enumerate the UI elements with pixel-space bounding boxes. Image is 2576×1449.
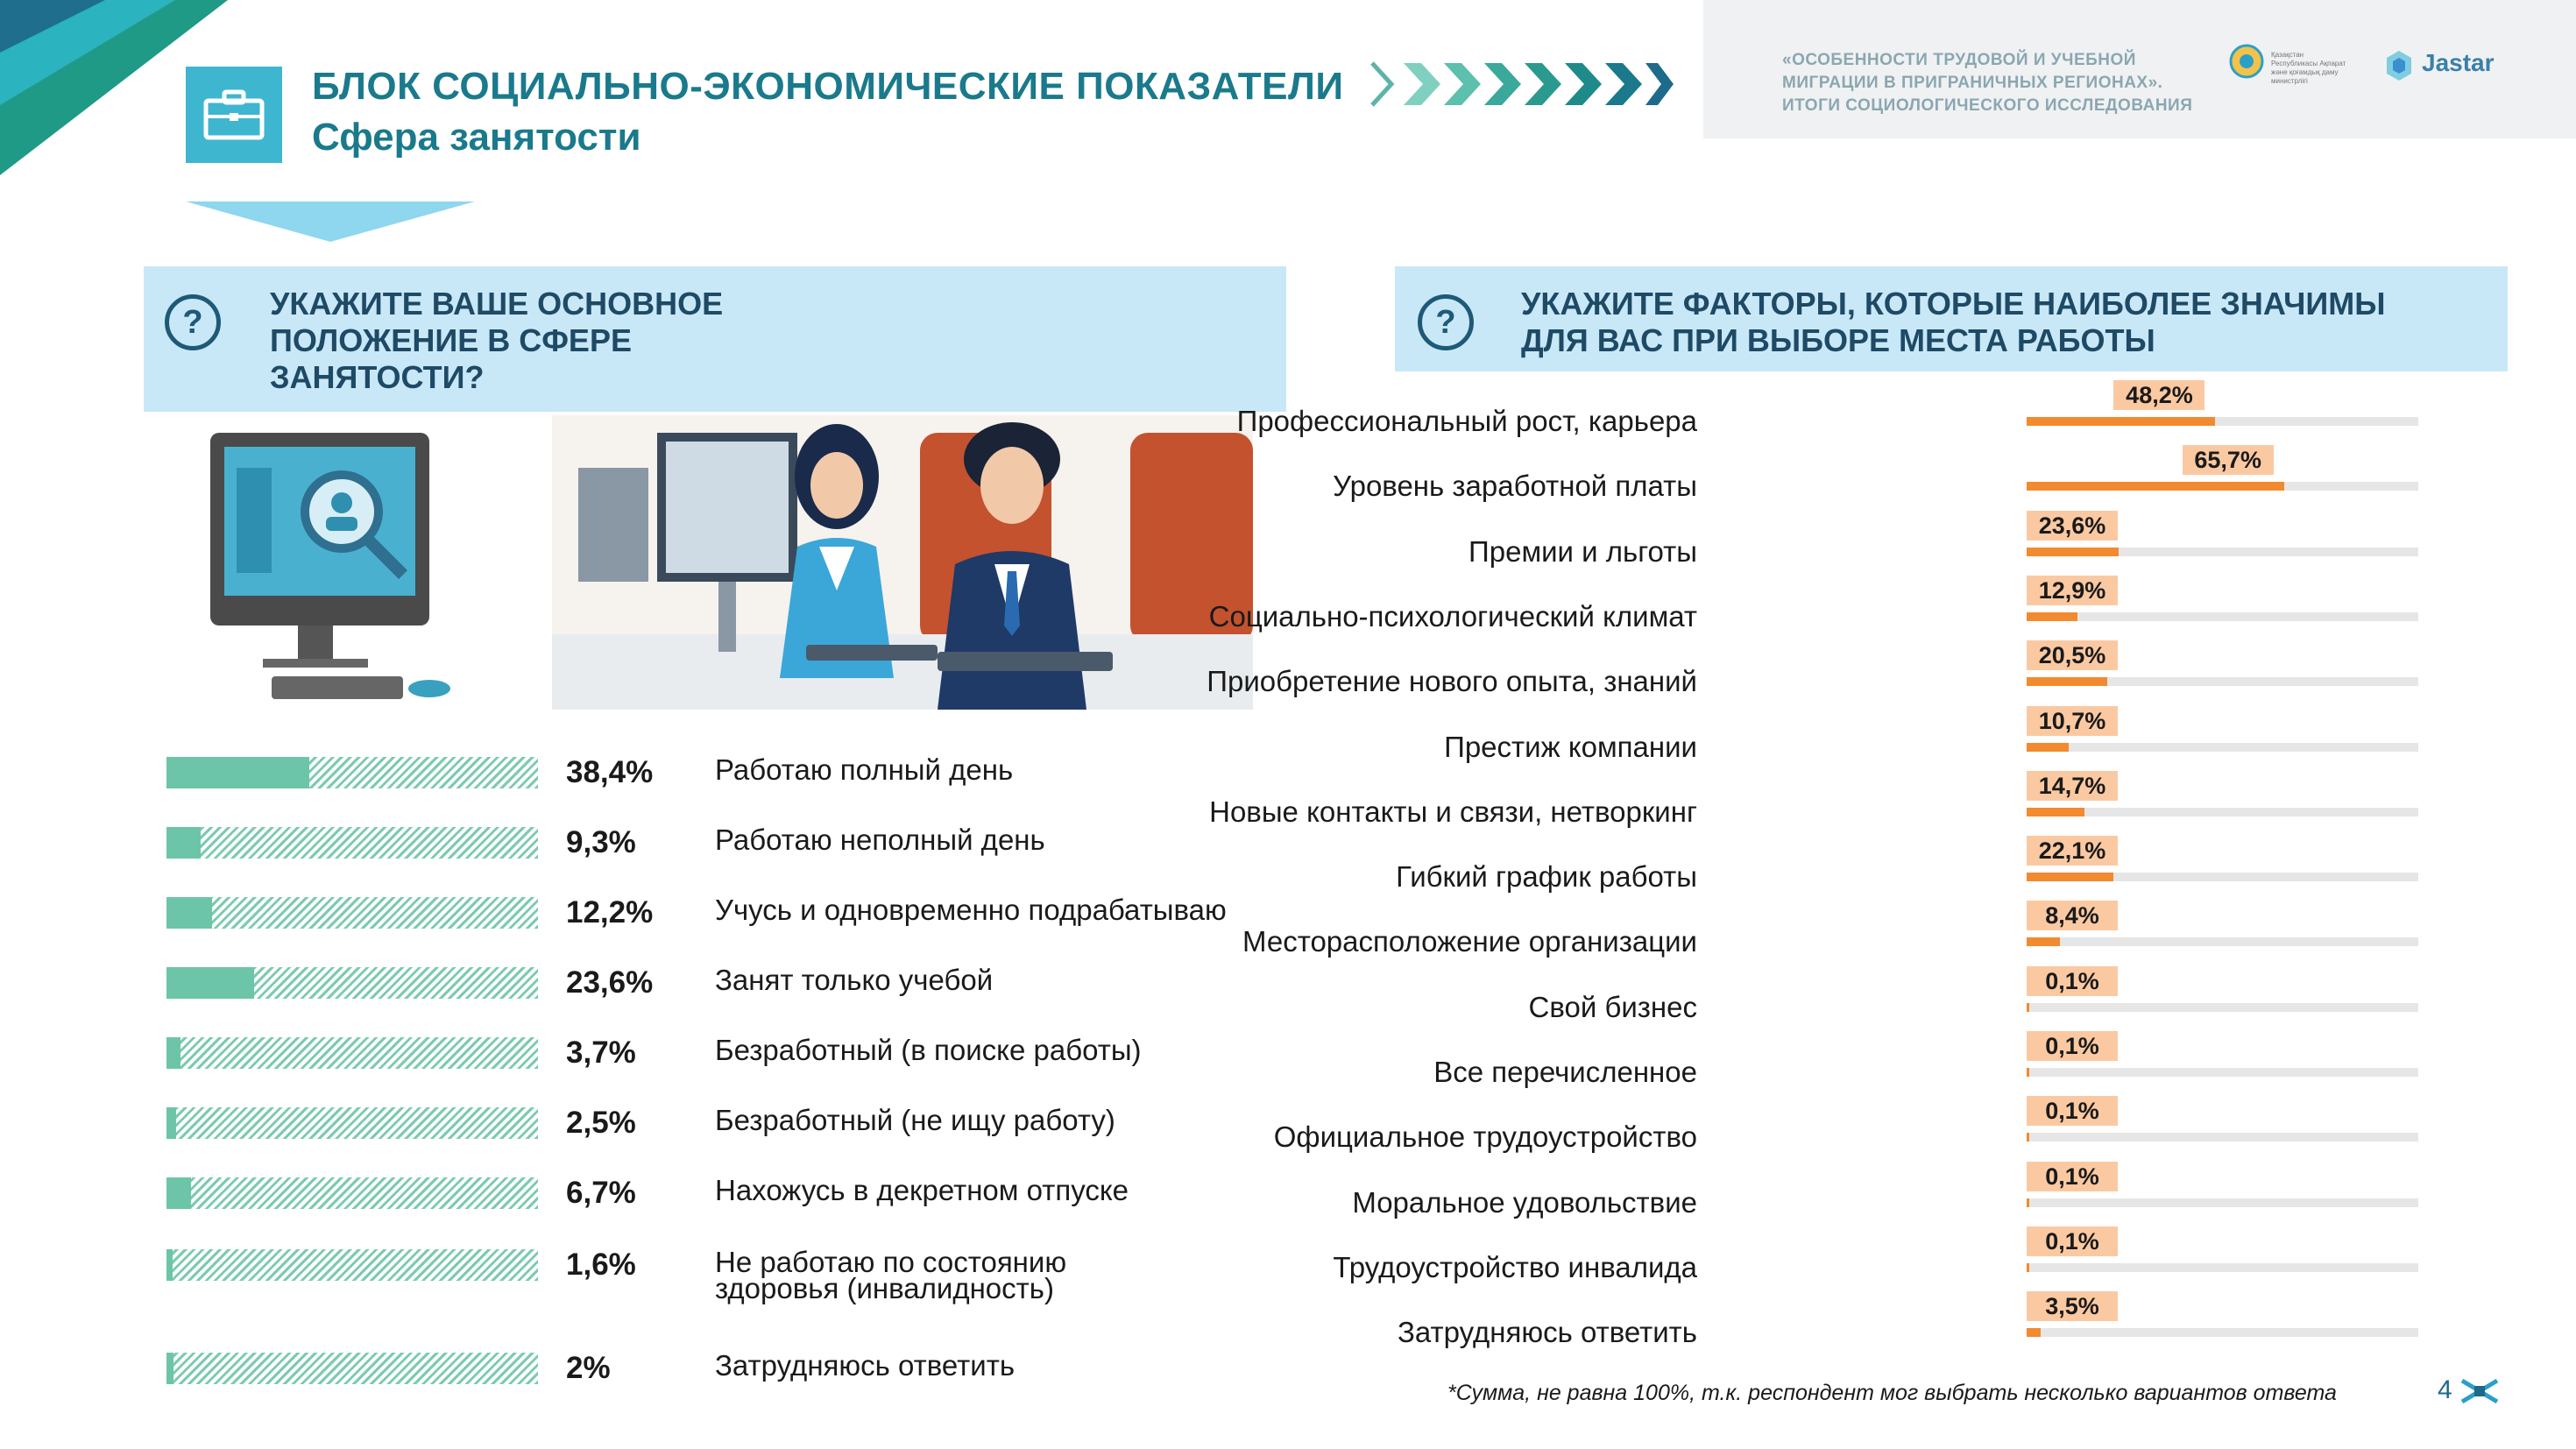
bar <box>166 1353 173 1384</box>
bar <box>166 1107 176 1139</box>
bar <box>2027 1068 2029 1077</box>
bar-track <box>2027 937 2418 946</box>
question-icon: ? <box>165 294 221 350</box>
bar-track <box>166 1107 538 1139</box>
bar-track <box>2027 482 2418 491</box>
bar-category-label: Социально-психологический климат <box>1208 600 1697 633</box>
bar-category-label: Занят только учебой <box>715 964 994 996</box>
bar-value-label: 10,7% <box>2027 706 2118 736</box>
office-workers-illustration <box>202 415 1253 710</box>
employment-row <box>166 883 1323 936</box>
bar-value-label: 3,7% <box>566 1036 636 1070</box>
bar <box>2027 1198 2029 1207</box>
state-emblem-icon <box>2229 44 2264 79</box>
briefcase-icon <box>203 88 265 141</box>
bar <box>2027 677 2107 686</box>
monitor-icon <box>210 433 450 699</box>
bar-track <box>2027 548 2418 556</box>
bar <box>166 897 212 929</box>
employment-row <box>166 743 1323 795</box>
bar-category-label: Приобретение нового опыта, знаний <box>1207 665 1697 697</box>
bar-value-label: 12,9% <box>2027 576 2118 605</box>
briefcase-logo <box>186 67 282 163</box>
right-question-text: УКАЖИТЕ ФАКТОРЫ, КОТОРЫЕ НАИБОЛЕЕ ЗНАЧИМЫ ДЛЯ ВАС ПРИ ВЫБОРЕ МЕСТА РАБОТЫ <box>1521 286 2386 358</box>
bar-value-label: 14,7% <box>2027 771 2118 801</box>
bar-category-label: Гибкий график работы <box>1396 860 1697 893</box>
bar-value-label: 0,1% <box>2027 1031 2118 1061</box>
employment-row <box>166 1023 1323 1076</box>
bar-value-label: 6,7% <box>566 1176 636 1210</box>
employment-row <box>166 1235 1323 1304</box>
bar-track <box>166 757 538 788</box>
bar-value-label: 2% <box>566 1351 611 1385</box>
bar <box>2027 612 2077 621</box>
bar-category-label: Работаю полный день <box>715 753 1014 786</box>
pointer-triangle <box>186 201 475 242</box>
factor-row <box>1333 1226 2453 1291</box>
bar-track <box>166 967 538 999</box>
bar-value-label: 0,1% <box>2027 1096 2118 1126</box>
bar-category-label: Безработный (не ищу работу) <box>715 1104 1115 1136</box>
bar-category-label: Новые контакты и связи, нетворкинг <box>1209 795 1697 828</box>
bar-track <box>2027 873 2418 881</box>
factor-row <box>1209 771 2453 836</box>
page-number: 4 <box>2438 1375 2452 1404</box>
page-subtitle: Сфера занятости <box>312 116 641 159</box>
bar-track <box>166 897 538 929</box>
bar <box>166 757 309 788</box>
footnote: *Сумма, не равна 100%, т.к. респондент мог выбрать несколько вариантов ответа <box>1447 1381 2337 1405</box>
bar-category-label: Моральное удовольствие <box>1352 1186 1697 1219</box>
left-question-text: УКАЖИТЕ ВАШЕ ОСНОВНОЕ ПОЛОЖЕНИЕ В СФЕРЕ ЗАНЯТОСТИ? <box>270 286 724 395</box>
factor-row <box>1242 901 2453 965</box>
question-icon: ? <box>1418 294 1474 350</box>
bar-category-label: Все перечисленное <box>1433 1056 1697 1088</box>
bar-category-label: Не работаю по состоянию здоровья (инвалидность) <box>715 1246 1067 1304</box>
bar-value-label: 1,6% <box>566 1248 636 1282</box>
bar <box>166 1177 191 1209</box>
bar-value-label: 9,3% <box>566 825 636 859</box>
factor-row <box>1402 511 2453 576</box>
bar <box>2027 873 2113 881</box>
factor-row <box>1207 640 2453 705</box>
bar <box>2027 417 2215 426</box>
bar-category-label: Нахожусь в декретном отпуске <box>715 1174 1129 1206</box>
jastar-brand: Jastar <box>2422 49 2495 76</box>
bar-track <box>2027 417 2418 426</box>
factor-row <box>1208 576 2453 640</box>
bar-category-label: Затрудняюсь ответить <box>1397 1316 1697 1348</box>
bar-track <box>2027 808 2418 816</box>
bar-value-label: 0,1% <box>2027 1226 2118 1256</box>
bar-track <box>2027 1328 2418 1337</box>
bar-value-label: 65,7% <box>2183 445 2274 475</box>
bar-value-label: 22,1% <box>2027 836 2118 866</box>
bar-value-label: 20,5% <box>2027 640 2118 670</box>
bar-track <box>166 1177 538 1209</box>
bar-track <box>2027 1133 2418 1142</box>
bar <box>166 1249 173 1281</box>
bar-track <box>2027 1263 2418 1272</box>
emblem-caption: Қазақстан Республикасы Ақпарат және қоғамдық даму министрлігі <box>2271 51 2346 85</box>
bar-track <box>2027 1003 2418 1012</box>
bar-track <box>166 1353 538 1384</box>
bar-value-label: 12,2% <box>566 895 654 929</box>
bar <box>2027 743 2069 752</box>
bar <box>166 967 254 999</box>
bar-track <box>166 1037 538 1069</box>
bar <box>166 827 201 859</box>
employment-row <box>166 1093 1323 1146</box>
study-title: «ОСОБЕННОСТИ ТРУДОВОЙ И УЧЕБНОЙ МИГРАЦИИ В ПРИГРАНИЧНЫХ РЕГИОНАХ». ИТОГИ СОЦИОЛОГИЧЕСКОГО ИССЛЕДОВАНИЯ <box>1782 51 2193 115</box>
factor-row <box>1402 1031 2453 1096</box>
bar-category-label: Работаю неполный день <box>715 823 1045 856</box>
factor-row <box>1402 706 2453 771</box>
bar-category-label: Премии и льготы <box>1468 535 1697 568</box>
bar-value-label: 0,1% <box>2027 1162 2118 1191</box>
factor-row <box>1273 1096 2453 1161</box>
factor-row <box>1333 445 2453 510</box>
bar-category-label: Затрудняюсь ответить <box>715 1349 1016 1382</box>
bar-value-label: 38,4% <box>566 755 654 789</box>
employment-row <box>166 1163 1323 1216</box>
bar-track <box>2027 743 2418 752</box>
bar-track <box>2027 1198 2418 1207</box>
bar-track <box>2027 677 2418 686</box>
bar <box>2027 548 2119 556</box>
bar-category-label: Официальное трудоустройство <box>1273 1120 1697 1153</box>
bar-category-label: Безработный (в поиске работы) <box>715 1034 1142 1066</box>
factor-row <box>1402 966 2453 1031</box>
bar-value-label: 0,1% <box>2027 966 2118 996</box>
factor-row <box>1396 836 2453 901</box>
bar <box>2027 1133 2029 1142</box>
bar-track <box>2027 612 2418 621</box>
bar-value-label: 3,5% <box>2027 1291 2118 1321</box>
bar <box>2027 482 2284 491</box>
factor-row <box>1352 1162 2453 1226</box>
bar-category-label: Трудоустройство инвалида <box>1333 1251 1697 1283</box>
factor-row <box>1236 380 2453 445</box>
ornament-icon <box>2453 1374 2506 1409</box>
office-scene-icon <box>552 415 1253 710</box>
bar <box>2027 1003 2029 1012</box>
bar <box>166 1037 180 1069</box>
bar-track <box>2027 1068 2418 1077</box>
bar-value-label: 23,6% <box>2027 511 2118 541</box>
bar <box>2027 1328 2041 1337</box>
bar-category-label: Профессиональный рост, карьера <box>1236 405 1697 437</box>
bar-category-label: Престиж компании <box>1444 731 1697 763</box>
employment-row <box>166 953 1323 1006</box>
bar-value-label: 23,6% <box>566 965 654 1000</box>
bar-category-label: Свой бизнес <box>1528 991 1697 1023</box>
factor-row <box>1397 1291 2453 1356</box>
bar-track <box>166 1249 538 1281</box>
page-title: БЛОК СОЦИАЛЬНО-ЭКОНОМИЧЕСКИЕ ПОКАЗАТЕЛИ <box>312 65 1344 108</box>
employment-row <box>166 1339 1323 1391</box>
employment-row <box>166 813 1323 866</box>
bar <box>2027 1263 2029 1272</box>
bar-category-label: Месторасположение организации <box>1242 925 1697 958</box>
bar <box>2027 937 2060 946</box>
bar-value-label: 48,2% <box>2113 380 2204 410</box>
chevron-arrows-icon <box>1369 58 1675 110</box>
bar-track <box>166 827 538 859</box>
bar-category-label: Уровень заработной платы <box>1333 470 1697 502</box>
bar-value-label: 8,4% <box>2027 901 2118 930</box>
bar-category-label: Учусь и одновременно подрабатываю <box>715 894 1227 926</box>
bar <box>2027 808 2084 816</box>
bar-value-label: 2,5% <box>566 1106 636 1140</box>
